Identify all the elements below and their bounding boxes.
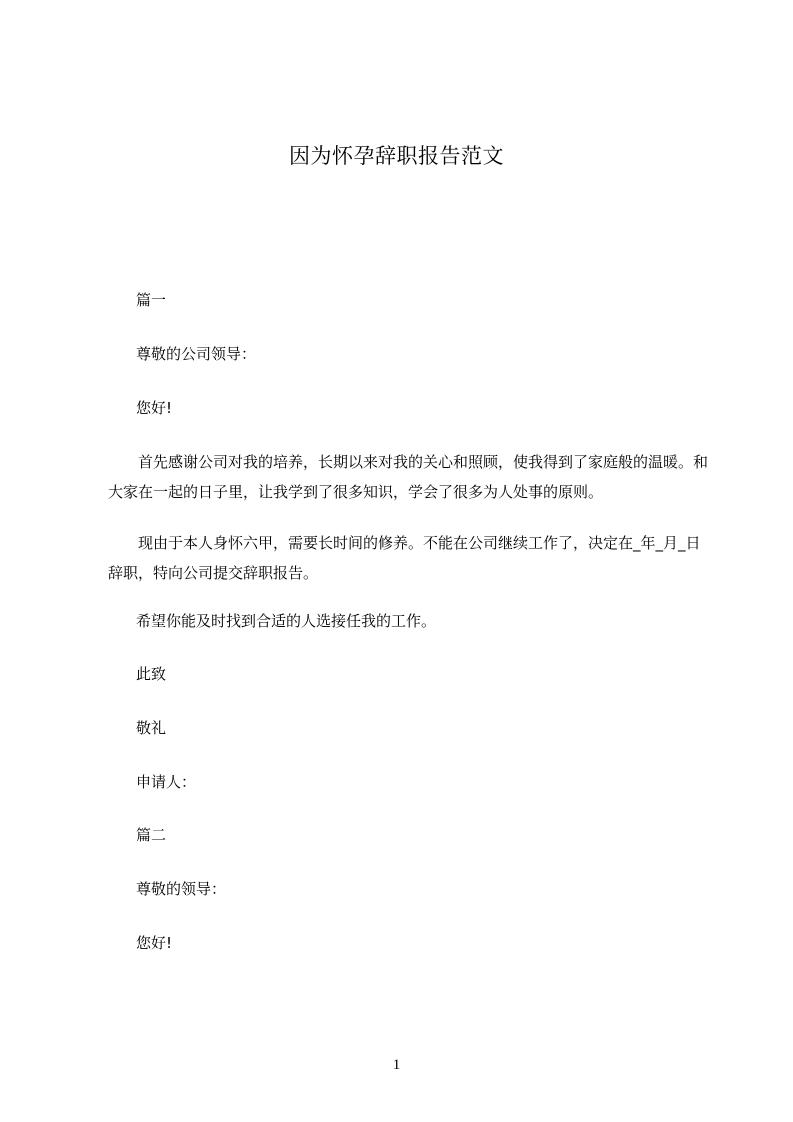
section-heading-2: 篇二 (136, 826, 167, 844)
document-title: 因为怀孕辞职报告范文 (289, 144, 504, 168)
body-paragraph-reason: 现由于本人身怀六甲，需要长时间的修养。不能在公司继续工作了，决定在_年_月_日辞职，特向公司提交辞职报告。 (108, 534, 701, 582)
page-number: 1 (392, 1057, 401, 1073)
salutation: 尊敬的公司领导： (136, 345, 257, 363)
greeting: 您好! (136, 399, 173, 417)
section-heading-1: 篇一 (136, 291, 167, 309)
body-paragraph-hope: 希望你能及时找到合适的人选接任我的工作。 (136, 612, 437, 630)
body-paragraph-thanks: 首先感谢公司对我的培养，长期以来对我的关心和照顾，使我得到了家庭般的温暖。和大家在一起的日子里，让我学到了很多知识，学会了很多为人处事的原则。 (108, 453, 709, 501)
closing-regards: 敬礼 (136, 719, 167, 737)
applicant-label: 申请人： (136, 773, 197, 791)
salutation-2: 尊敬的领导： (136, 880, 227, 898)
closing-line: 此致 (136, 665, 167, 683)
greeting-2: 您好! (136, 934, 173, 952)
